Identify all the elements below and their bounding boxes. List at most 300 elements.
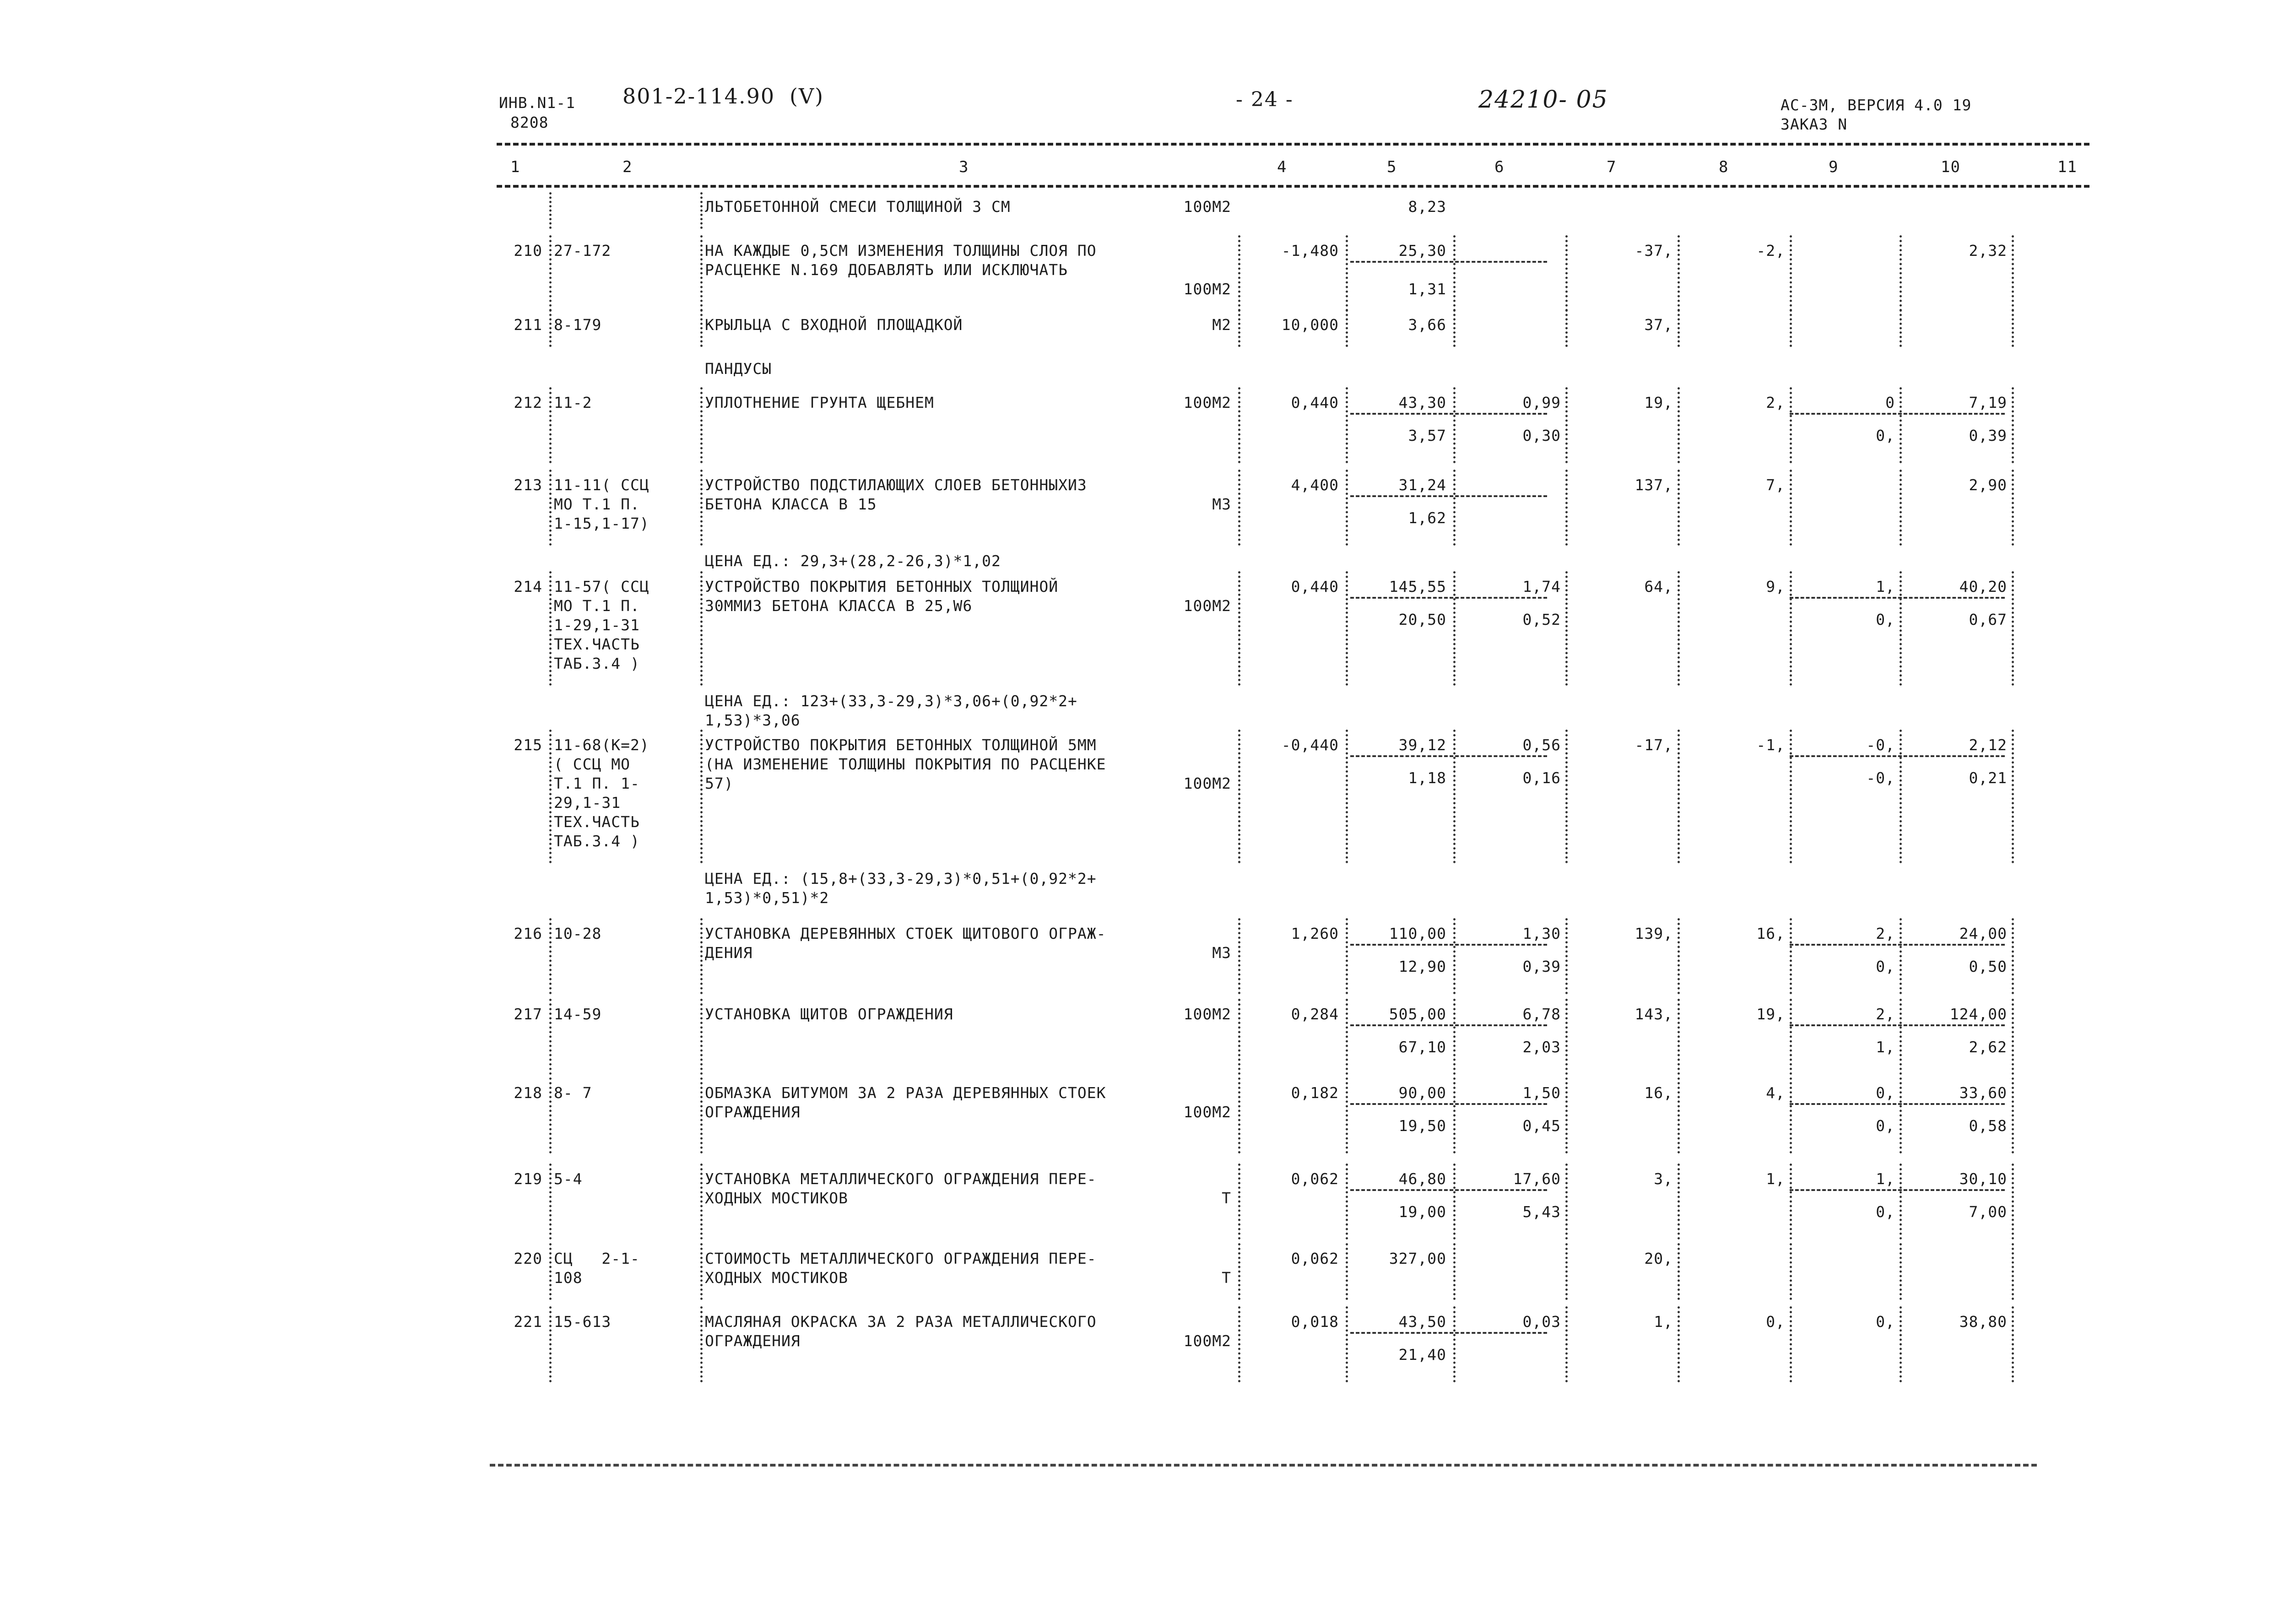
value-c10: 2,12 <box>1969 736 2007 754</box>
work-description: БЕТОНА КЛАССА В 15 <box>705 495 877 513</box>
work-description: УСТРОЙСТВО ПОКРЫТИЯ БЕТОННЫХ ТОЛЩИНОЙ <box>705 578 1059 595</box>
value-c8: 1, <box>1766 1170 1785 1188</box>
column-separator <box>1453 1306 1456 1382</box>
column-number: 1 <box>510 158 520 176</box>
price-formula: 1,53)*3,06 <box>705 711 801 729</box>
column-separator <box>2012 387 2014 463</box>
value-c4: 0,062 <box>1291 1170 1339 1188</box>
column-separator <box>1453 1077 1456 1153</box>
value-c7: -37, <box>1635 242 1673 260</box>
column-separator <box>1565 730 1568 863</box>
value-c9b: -0, <box>1866 769 1895 787</box>
rate-code: 5-4 <box>554 1170 583 1188</box>
value-c5: 3,66 <box>1408 316 1446 334</box>
column-separator <box>1565 387 1568 463</box>
column-separator <box>1678 470 1680 546</box>
value-c6b: 0,39 <box>1522 958 1561 975</box>
column-separator <box>700 1077 703 1153</box>
work-description: ДЕНИЯ <box>705 944 753 962</box>
order-handwritten: 24210- 05 <box>1478 86 1608 114</box>
unit: 100М2 <box>1183 1332 1231 1350</box>
doc-suffix: (V) <box>790 84 824 108</box>
value-c4: 0,062 <box>1291 1250 1339 1267</box>
column-separator <box>549 235 552 311</box>
column-separator <box>2012 571 2014 686</box>
column-separator <box>1565 1077 1568 1153</box>
row-number: 216 <box>514 925 542 942</box>
value-c5: 43,30 <box>1398 394 1446 411</box>
column-separator <box>700 571 703 686</box>
rate-code: 1-15,1-17) <box>554 514 649 532</box>
rate-code: МО Т.1 П. <box>554 495 640 513</box>
work-description: (НА ИЗМЕНЕНИЕ ТОЛЩИНЫ ПОКРЫТИЯ ПО РАСЦЕНКЕ <box>705 755 1106 773</box>
rate-code: 27-172 <box>554 242 612 260</box>
rate-code: 14-59 <box>554 1005 602 1023</box>
work-description: РАСЦЕНКЕ N.169 ДОБАВЛЯТЬ ИЛИ ИСКЛЮЧАТЬ <box>705 261 1068 279</box>
column-separator <box>1790 730 1792 863</box>
column-separator <box>1238 1164 1240 1240</box>
column-separator <box>549 999 552 1075</box>
column-separator <box>1453 387 1456 463</box>
value-c6: 0,99 <box>1522 394 1561 411</box>
column-separator <box>1900 1306 1902 1382</box>
value-c8: -1, <box>1756 736 1785 754</box>
column-separator <box>549 730 552 863</box>
work-description: УСТРОЙСТВО ПОКРЫТИЯ БЕТОННЫХ ТОЛЩИНОЙ 5ММ <box>705 736 1097 754</box>
page-bottom-rule <box>490 1464 2037 1467</box>
column-separator <box>1346 1164 1348 1240</box>
work-description: ОГРАЖДЕНИЯ <box>705 1103 801 1121</box>
value-c5: 505,00 <box>1389 1005 1446 1023</box>
value-c7: -17, <box>1635 736 1673 754</box>
price-formula: ЦЕНА ЕД.: 123+(33,3-29,3)*3,06+(0,92*2+ <box>705 692 1077 710</box>
column-separator <box>2012 730 2014 863</box>
column-separator <box>2012 470 2014 546</box>
value-c7: 137, <box>1635 476 1673 494</box>
value-c5b: 3,57 <box>1408 427 1446 444</box>
column-separator <box>1238 470 1240 546</box>
row-number: 211 <box>514 316 542 334</box>
column-separator <box>1900 1077 1902 1153</box>
rate-code: ТЕХ.ЧАСТЬ <box>554 813 640 831</box>
work-description: УПЛОТНЕНИЕ ГРУНТА ЩЕБНЕМ <box>705 394 934 411</box>
value-c8: 2, <box>1766 394 1785 411</box>
work-description: УСТАНОВКА ДЕРЕВЯННЫХ СТОЕК ЩИТОВОГО ОГРАЖ- <box>705 925 1106 942</box>
column-separator <box>1238 1243 1240 1300</box>
value-c5: 39,12 <box>1398 736 1446 754</box>
value-c10: 38,80 <box>1959 1313 2007 1331</box>
column-separator <box>1678 730 1680 863</box>
column-separator <box>1900 999 1902 1075</box>
rate-code: 29,1-31 <box>554 794 621 812</box>
unit: 100М2 <box>1183 774 1231 792</box>
column-separator <box>1238 571 1240 686</box>
value-c6: 17,60 <box>1513 1170 1561 1188</box>
value-c9b: 0, <box>1876 958 1895 975</box>
column-separator <box>1346 470 1348 546</box>
row-number: 217 <box>514 1005 542 1023</box>
work-description: 30ММИЗ БЕТОНА КЛАССА В 25,W6 <box>705 597 973 615</box>
column-separator <box>1790 1243 1792 1300</box>
column-separator <box>549 571 552 686</box>
value-c4: 0,440 <box>1291 578 1339 595</box>
subtotal-rule <box>1350 944 1547 946</box>
column-separator <box>1900 387 1902 463</box>
column-separator <box>700 999 703 1075</box>
column-separator <box>1678 1077 1680 1153</box>
value-c9b: 0, <box>1876 1203 1895 1221</box>
row-number: 215 <box>514 736 542 754</box>
unit: Т <box>1222 1269 1231 1287</box>
column-separator <box>2012 235 2014 311</box>
column-separator <box>2012 1243 2014 1300</box>
column-separator <box>1565 1243 1568 1300</box>
rate-code: Т.1 П. 1- <box>554 774 640 792</box>
value-c5: 327,00 <box>1389 1250 1446 1267</box>
column-separator <box>700 470 703 546</box>
column-separator <box>2012 1306 2014 1382</box>
value-c10: 2,32 <box>1969 242 2007 260</box>
column-separator <box>1238 1306 1240 1382</box>
subtotal-rule <box>1350 1024 1547 1026</box>
column-separator <box>1346 918 1348 994</box>
column-separator <box>700 1243 703 1300</box>
column-separator <box>1565 571 1568 686</box>
subtotal-rule <box>1350 495 1547 497</box>
work-description: ХОДНЫХ МОСТИКОВ <box>705 1189 849 1207</box>
value-c8: 9, <box>1766 578 1785 595</box>
column-separator <box>1678 309 1680 347</box>
column-separator <box>1346 999 1348 1075</box>
column-separator <box>700 192 703 229</box>
rate-code: 11-68(К=2) <box>554 736 649 754</box>
column-separator <box>1790 999 1792 1075</box>
value-c8: -2, <box>1756 242 1785 260</box>
value-c10: 7,19 <box>1969 394 2007 411</box>
rate-code: ТЕХ.ЧАСТЬ <box>554 635 640 653</box>
value-c9: 0, <box>1876 1084 1895 1102</box>
subtotal-rule <box>1350 1103 1547 1105</box>
value-c9: 0 <box>1885 394 1895 411</box>
column-separator <box>1346 387 1348 463</box>
column-separator <box>1346 1077 1348 1153</box>
work-description: МАСЛЯНАЯ ОКРАСКА ЗА 2 РАЗА МЕТАЛЛИЧЕСКОГО <box>705 1313 1097 1331</box>
unit: 100М2 <box>1183 198 1231 216</box>
column-separator <box>1900 918 1902 994</box>
column-separator <box>2012 918 2014 994</box>
value-c10b: 7,00 <box>1969 1203 2007 1221</box>
value-c10: 124,00 <box>1949 1005 2007 1023</box>
header-rule-bottom <box>497 185 2089 188</box>
value-c6b: 0,52 <box>1522 611 1561 628</box>
work-description: УСТАНОВКА МЕТАЛЛИЧЕСКОГО ОГРАЖДЕНИЯ ПЕРЕ- <box>705 1170 1097 1188</box>
value-c6b: 0,45 <box>1522 1117 1561 1135</box>
rate-code: 11-57( ССЦ <box>554 578 649 595</box>
page-number: - 24 - <box>1236 88 1294 111</box>
column-separator <box>549 387 552 463</box>
column-separator <box>1346 730 1348 863</box>
header-rule-top <box>497 143 2089 146</box>
column-separator <box>1565 918 1568 994</box>
column-number: 6 <box>1494 158 1505 176</box>
price-formula: 1,53)*0,51)*2 <box>705 889 829 907</box>
value-cell: 8,23 <box>1408 198 1446 216</box>
column-separator <box>1678 1243 1680 1300</box>
column-number: 9 <box>1829 158 1839 176</box>
row-number: 213 <box>514 476 542 494</box>
subtotal-rule <box>1790 1103 2005 1105</box>
column-separator <box>1678 387 1680 463</box>
row-number: 220 <box>514 1250 542 1267</box>
column-separator <box>2012 999 2014 1075</box>
column-separator <box>1238 730 1240 863</box>
column-separator <box>1453 918 1456 994</box>
value-c4: -1,480 <box>1281 242 1339 260</box>
subtotal-rule <box>1790 597 2005 599</box>
column-separator <box>1790 309 1792 347</box>
column-separator <box>1565 1306 1568 1382</box>
value-c9b: 0, <box>1876 611 1895 628</box>
value-c10: 33,60 <box>1959 1084 2007 1102</box>
value-c8: 4, <box>1766 1084 1785 1102</box>
value-c10b: 0,50 <box>1969 958 2007 975</box>
rate-code: 11-2 <box>554 394 592 411</box>
value-c10b: 0,58 <box>1969 1117 2007 1135</box>
column-separator <box>1565 1164 1568 1240</box>
column-separator <box>1678 235 1680 311</box>
column-separator <box>1238 235 1240 311</box>
column-separator <box>549 1306 552 1382</box>
value-c9: -0, <box>1866 736 1895 754</box>
value-c6b: 5,43 <box>1522 1203 1561 1221</box>
work-description: НА КАЖДЫЕ 0,5СМ ИЗМЕНЕНИЯ ТОЛЩИНЫ СЛОЯ ПО <box>705 242 1097 260</box>
value-c5: 43,50 <box>1398 1313 1446 1331</box>
value-c5: 25,30 <box>1398 242 1446 260</box>
rate-code: ТАБ.3.4 ) <box>554 655 640 672</box>
value-c8: 7, <box>1766 476 1785 494</box>
work-description: СТОИМОСТЬ МЕТАЛЛИЧЕСКОГО ОГРАЖДЕНИЯ ПЕРЕ- <box>705 1250 1097 1267</box>
value-c10b: 2,62 <box>1969 1038 2007 1056</box>
column-separator <box>700 1306 703 1382</box>
unit: М2 <box>1212 316 1231 334</box>
value-c6: 1,30 <box>1522 925 1561 942</box>
row-number: 221 <box>514 1313 542 1331</box>
column-separator <box>1790 1164 1792 1240</box>
value-c5b: 1,18 <box>1408 769 1446 787</box>
value-c4: 0,440 <box>1291 394 1339 411</box>
value-c5b: 21,40 <box>1398 1346 1446 1364</box>
row-number: 210 <box>514 242 542 260</box>
value-c7: 1, <box>1654 1313 1673 1331</box>
column-separator <box>700 235 703 311</box>
value-c7: 3, <box>1654 1170 1673 1188</box>
rate-code: 8- 7 <box>554 1084 592 1102</box>
column-separator <box>1790 235 1792 311</box>
column-separator <box>1453 571 1456 686</box>
column-separator <box>1900 730 1902 863</box>
column-separator <box>1678 571 1680 686</box>
value-c5: 31,24 <box>1398 476 1446 494</box>
column-separator <box>700 918 703 994</box>
subtotal-rule <box>1790 1189 2005 1191</box>
column-separator <box>1565 235 1568 311</box>
column-number: 7 <box>1607 158 1617 176</box>
value-c9b: 0, <box>1876 427 1895 444</box>
subtotal-rule <box>1350 1189 1547 1191</box>
unit: 100М2 <box>1183 597 1231 615</box>
column-separator <box>1678 1306 1680 1382</box>
column-separator <box>1453 470 1456 546</box>
value-c9: 0, <box>1876 1313 1895 1331</box>
column-separator <box>1565 999 1568 1075</box>
value-c4: -0,440 <box>1281 736 1339 754</box>
subtotal-rule <box>1350 1332 1547 1334</box>
column-separator <box>549 192 552 229</box>
column-separator <box>1346 1306 1348 1382</box>
value-c7: 64, <box>1644 578 1673 595</box>
column-separator <box>2012 309 2014 347</box>
unit: М3 <box>1212 495 1231 513</box>
value-c5b: 67,10 <box>1398 1038 1446 1056</box>
row-number: 218 <box>514 1084 542 1102</box>
column-separator <box>2012 1164 2014 1240</box>
column-separator <box>1790 918 1792 994</box>
value-c5: 145,55 <box>1389 578 1446 595</box>
column-separator <box>2012 1077 2014 1153</box>
column-number: 3 <box>959 158 969 176</box>
column-separator <box>700 730 703 863</box>
unit: 100М2 <box>1183 1005 1231 1023</box>
rate-code: МО Т.1 П. <box>554 597 640 615</box>
value-c6: 0,56 <box>1522 736 1561 754</box>
column-number: 2 <box>622 158 633 176</box>
column-separator <box>1238 918 1240 994</box>
value-c10: 40,20 <box>1959 578 2007 595</box>
value-c8: 0, <box>1766 1313 1785 1331</box>
rate-code: ( ССЦ МО <box>554 755 630 773</box>
value-c10: 30,10 <box>1959 1170 2007 1188</box>
value-c7: 139, <box>1635 925 1673 942</box>
value-c5b: 19,00 <box>1398 1203 1446 1221</box>
value-c4: 0,284 <box>1291 1005 1339 1023</box>
column-separator <box>1346 309 1348 347</box>
subtotal-rule <box>1350 597 1547 599</box>
value-c5: 90,00 <box>1398 1084 1446 1102</box>
row-number: 219 <box>514 1170 542 1188</box>
rate-code: 8-179 <box>554 316 602 334</box>
rate-code: 10-28 <box>554 925 602 942</box>
subtotal-rule <box>1790 413 2005 415</box>
work-description: ОГРАЖДЕНИЯ <box>705 1332 801 1350</box>
doc-code: 801-2-114.90 <box>622 84 775 108</box>
column-separator <box>549 309 552 347</box>
value-c10b: 0,39 <box>1969 427 2007 444</box>
row-number: 212 <box>514 394 542 411</box>
column-separator <box>1565 470 1568 546</box>
value-c7: 143, <box>1635 1005 1673 1023</box>
column-separator <box>1346 571 1348 686</box>
value-c9: 1, <box>1876 578 1895 595</box>
column-separator <box>1678 918 1680 994</box>
column-separator <box>549 470 552 546</box>
subtotal-rule <box>1350 261 1547 263</box>
work-description: УСТРОЙСТВО ПОДСТИЛАЮЩИХ СЛОЕВ БЕТОННЫХИЗ <box>705 476 1087 494</box>
value-c9: 2, <box>1876 1005 1895 1023</box>
value-c9: 1, <box>1876 1170 1895 1188</box>
rate-code: 11-11( ССЦ <box>554 476 649 494</box>
column-separator <box>1900 235 1902 311</box>
row-number: 214 <box>514 578 542 595</box>
value-c10: 24,00 <box>1959 925 2007 942</box>
price-formula: ЦЕНА ЕД.: (15,8+(33,3-29,3)*0,51+(0,92*2+ <box>705 870 1097 888</box>
value-c5b: 12,90 <box>1398 958 1446 975</box>
column-separator <box>1453 1243 1456 1300</box>
column-number: 10 <box>1941 158 1960 176</box>
column-separator <box>1900 470 1902 546</box>
value-c6: 1,50 <box>1522 1084 1561 1102</box>
value-c8: 16, <box>1756 925 1785 942</box>
value-c6: 0,03 <box>1522 1313 1561 1331</box>
inventory-number: 8208 <box>510 114 549 131</box>
column-number: 11 <box>2057 158 2077 176</box>
work-description: ХОДНЫХ МОСТИКОВ <box>705 1269 849 1287</box>
value-c6b: 2,03 <box>1522 1038 1561 1056</box>
work-description: ОБМАЗКА БИТУМОМ ЗА 2 РАЗА ДЕРЕВЯННЫХ СТОЕК <box>705 1084 1106 1102</box>
value-c4: 0,182 <box>1291 1084 1339 1102</box>
value-c9b: 1, <box>1876 1038 1895 1056</box>
column-number: 8 <box>1719 158 1729 176</box>
subtotal-rule <box>1790 944 2005 946</box>
column-separator <box>1453 309 1456 347</box>
unit: 100М2 <box>1183 280 1231 298</box>
unit: 100М2 <box>1183 394 1231 411</box>
column-separator <box>549 1243 552 1300</box>
column-separator <box>1790 571 1792 686</box>
value-c5b: 1,31 <box>1408 280 1446 298</box>
value-c7: 37, <box>1644 316 1673 334</box>
column-separator <box>700 1164 703 1240</box>
rate-code: 15-613 <box>554 1313 612 1331</box>
column-number: 4 <box>1277 158 1287 176</box>
value-c5: 110,00 <box>1389 925 1446 942</box>
column-separator <box>1678 1164 1680 1240</box>
column-separator <box>1565 309 1568 347</box>
value-c4: 1,260 <box>1291 925 1339 942</box>
column-separator <box>700 309 703 347</box>
column-separator <box>549 1077 552 1153</box>
value-c10b: 0,21 <box>1969 769 2007 787</box>
value-c4: 4,400 <box>1291 476 1339 494</box>
column-separator <box>1678 999 1680 1075</box>
value-c6b: 0,30 <box>1522 427 1561 444</box>
value-c7: 19, <box>1644 394 1673 411</box>
column-separator <box>1790 387 1792 463</box>
unit: 100М2 <box>1183 1103 1231 1121</box>
rate-code: ТАБ.3.4 ) <box>554 832 640 850</box>
subtotal-rule <box>1790 1024 2005 1026</box>
column-separator <box>1900 1243 1902 1300</box>
value-c8: 19, <box>1756 1005 1785 1023</box>
work-description: КРЫЛЬЦА С ВХОДНОЙ ПЛОЩАДКОЙ <box>705 316 963 334</box>
rate-code: СЦ 2-1- <box>554 1250 640 1267</box>
value-c10b: 0,67 <box>1969 611 2007 628</box>
value-c4: 10,000 <box>1281 316 1339 334</box>
column-separator <box>549 918 552 994</box>
column-separator <box>1900 309 1902 347</box>
program-version: АС-3М, ВЕРСИЯ 4.0 19 <box>1781 96 1972 114</box>
column-separator <box>549 1164 552 1240</box>
column-separator <box>1346 235 1348 311</box>
